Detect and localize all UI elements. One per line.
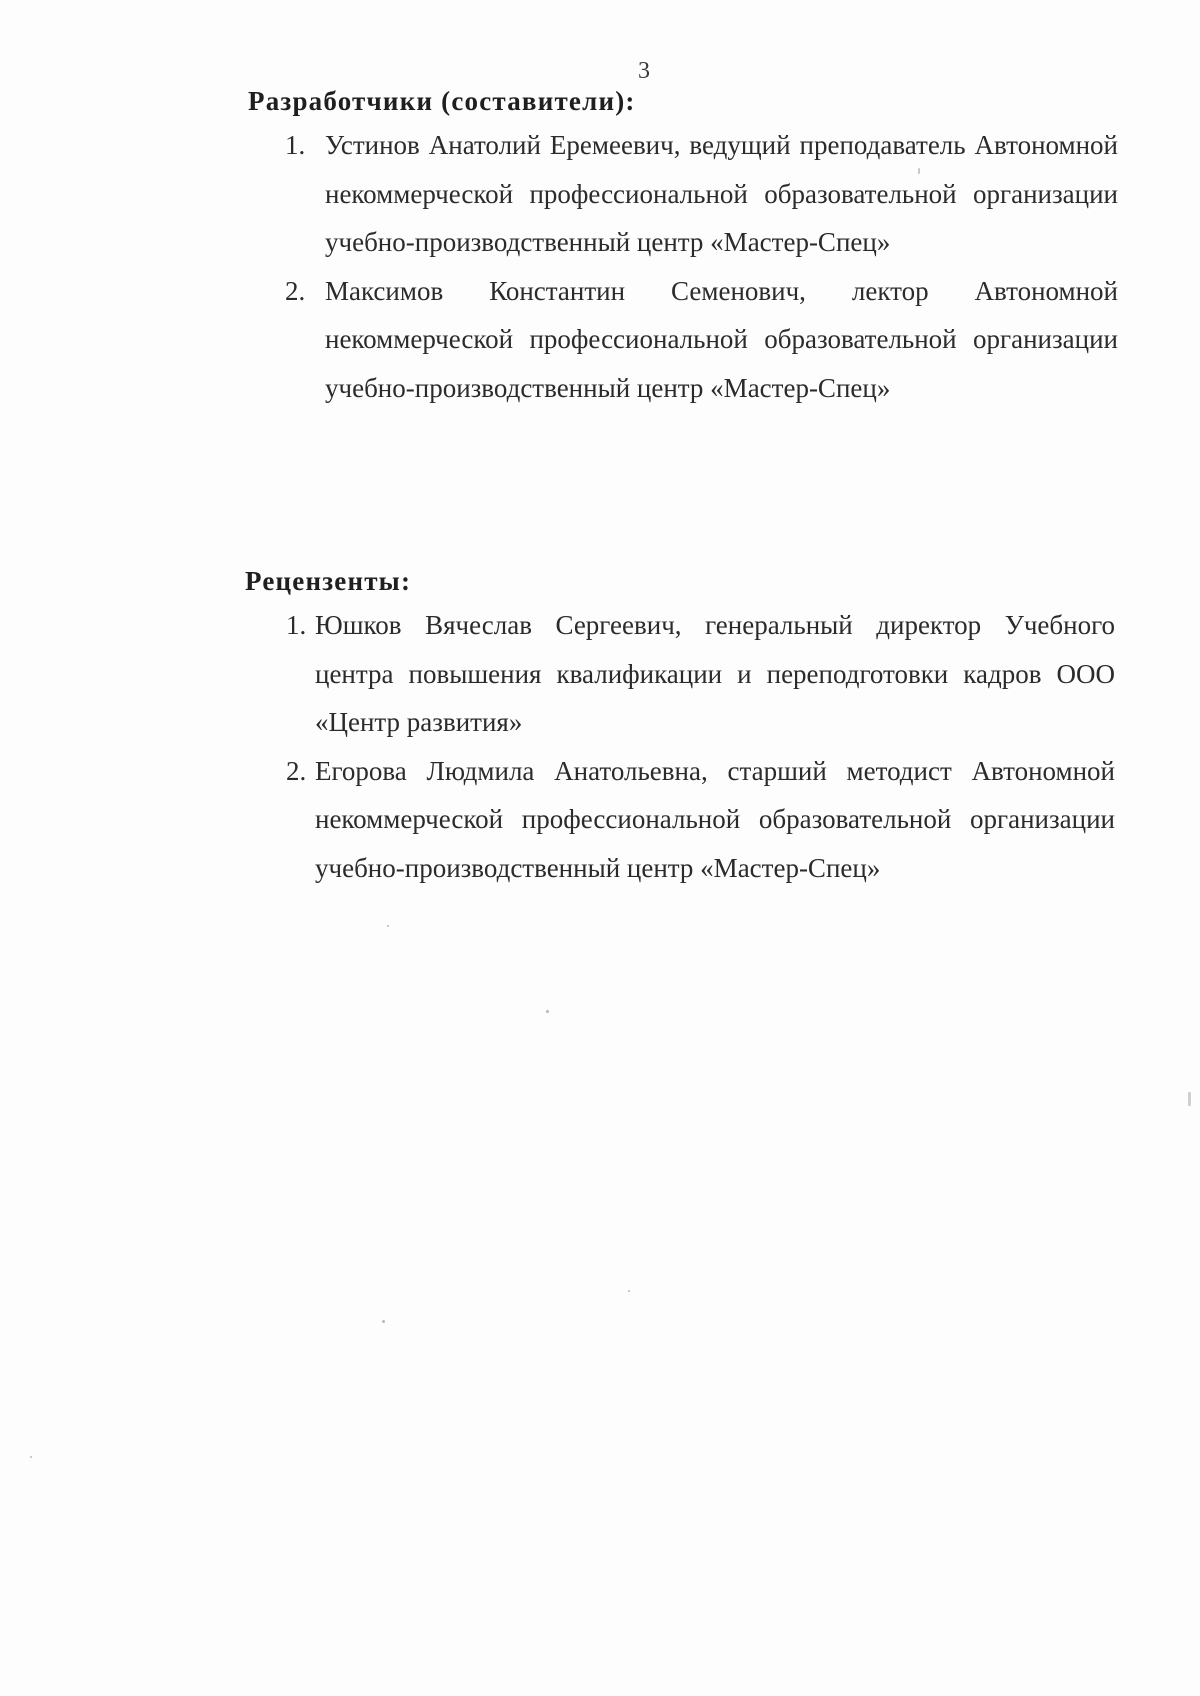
developers-section bbox=[248, 86, 1118, 412]
reviewers-heading: Рецензенты: bbox=[245, 566, 412, 596]
list-number: 1. bbox=[286, 610, 307, 640]
reviewers-section bbox=[245, 566, 1115, 892]
reviewer-item-1 bbox=[245, 601, 1115, 747]
reviewers-list bbox=[245, 601, 1115, 892]
scan-speck bbox=[30, 1456, 32, 1458]
reviewer-text: Юшков Вячеслав Сергеевич, генеральный директор Учебного центра повышения квалификации и переподготовки кадров ООО «Центр развития» bbox=[315, 610, 1115, 737]
developers-list bbox=[248, 121, 1118, 412]
reviewer-text: Егорова Людмила Анатольевна, старший методист Автономной некоммерческой профессиональной образовательной организации учебно-производственный центр «Мастер-Спец» bbox=[315, 755, 1115, 883]
developers-heading: Разработчики (составители): bbox=[248, 86, 636, 116]
scan-speck bbox=[1188, 1092, 1191, 1106]
scan-speck bbox=[387, 925, 389, 927]
page-number: 3 bbox=[638, 58, 650, 84]
list-number: 1. bbox=[285, 130, 306, 160]
list-number: 2. bbox=[286, 755, 307, 786]
scan-speck bbox=[546, 1010, 549, 1013]
developer-text: Устинов Анатолий Еремеевич, ведущий преподаватель Автономной некоммерческой профессиональной образовательной организации учебно-производственный центр «Мастер-Спец» bbox=[325, 130, 1118, 257]
developer-item-1 bbox=[248, 121, 1118, 267]
developer-text: Максимов Константин Семенович, лектор Автономной некоммерческой профессиональной образовательной организации учебно-производственный центр «Мастер-Спец» bbox=[325, 275, 1118, 403]
list-number: 2. bbox=[285, 275, 306, 306]
scan-speck bbox=[628, 1290, 630, 1292]
scan-speck bbox=[382, 1320, 385, 1323]
scan-speck bbox=[918, 168, 920, 174]
developer-item-2 bbox=[248, 267, 1118, 413]
reviewer-item-2 bbox=[245, 747, 1115, 893]
